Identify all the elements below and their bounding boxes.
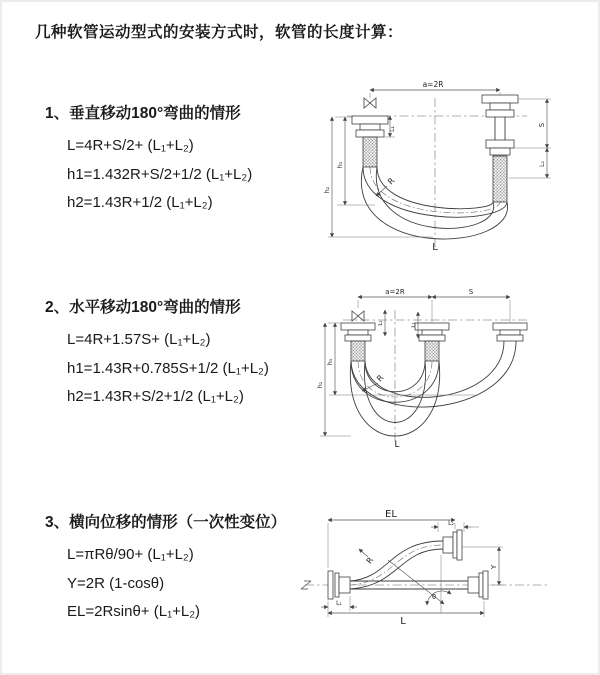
braided-hose-section xyxy=(425,341,439,361)
dim-label-theta: θ xyxy=(432,593,436,601)
dim-label-y: Y xyxy=(490,564,498,570)
section-1-heading: 1、垂直移动180°弯曲的情形 xyxy=(45,105,241,122)
dim-label-l: L xyxy=(394,440,400,450)
section-1-formula-h1: h1=1.432R+S/2+1/2 (L₁+L₂) xyxy=(67,165,253,183)
section-1-formula-h2: h2=1.43R+1/2 (L₁+L₂) xyxy=(67,194,213,211)
left-flange xyxy=(328,571,350,599)
section-2-heading: 2、水平移动180°弯曲的情形 xyxy=(45,299,241,316)
diagram-horizontal-180-bend xyxy=(315,280,600,450)
middle-fitting xyxy=(415,323,449,361)
dim-label-l: L xyxy=(432,242,438,253)
valve-icon xyxy=(352,311,364,321)
dim-label-l1: L₁ xyxy=(336,600,342,607)
diagram-lateral-displacement xyxy=(295,500,555,650)
page-title: 几种软管运动型式的安装方式时，软管的长度计算： xyxy=(35,24,404,41)
dimension-labels xyxy=(323,80,546,253)
dim-label-r: R xyxy=(386,176,397,187)
dim-label-l1: L₁ xyxy=(378,320,384,326)
dim-label-a2r: a=2R xyxy=(385,288,405,296)
right-flange xyxy=(468,571,488,599)
dimension-lines xyxy=(320,297,510,436)
left-fitting xyxy=(352,98,388,167)
dim-label-h1: h₁ xyxy=(336,161,344,169)
section-3-formula-L: L=πRθ/90+ (L₁+L₂) xyxy=(67,546,194,563)
dim-label-l2: L₂ xyxy=(539,161,546,167)
section-3-formula-EL: EL=2Rsinθ+ (L₁+L₂) xyxy=(67,603,201,620)
dimension-lines xyxy=(321,520,503,617)
dim-label-r: R xyxy=(364,555,376,566)
dimension-lines xyxy=(328,90,551,237)
dim-label-l: L xyxy=(400,616,406,627)
section-3-formula-Y: Y=2R (1-cosθ) xyxy=(67,574,165,592)
section-3 xyxy=(45,512,286,627)
dim-label-h2: h₂ xyxy=(316,381,324,389)
section-1 xyxy=(45,103,252,218)
section-2-formula-L: L=4R+1.57S+ (L₁+L₂) xyxy=(67,331,211,348)
right-fitting xyxy=(482,95,518,202)
section-2 xyxy=(45,297,269,412)
hose-curves xyxy=(361,167,507,239)
section-1-formula-L: L=4R+S/2+ (L₁+L₂) xyxy=(67,137,194,154)
section-2-formula-h2: h2=1.43R+S/2+1/2 (L₁+L₂) xyxy=(67,388,244,405)
section-2-formula-h1: h1=1.43R+0.785S+1/2 (L₁+L₂) xyxy=(67,359,269,377)
dim-label-l2: L₂ xyxy=(411,322,417,328)
dim-label-s: S xyxy=(538,122,546,128)
dim-label-s: S xyxy=(468,288,474,296)
dim-label-l1: L₁ xyxy=(389,126,396,132)
dim-label-l2: L₂ xyxy=(448,520,454,527)
braided-hose-section xyxy=(351,341,365,361)
valve-icon xyxy=(364,98,376,108)
braided-hose-section xyxy=(363,137,377,167)
braided-hose-section xyxy=(493,156,507,202)
dim-label-h2: h₂ xyxy=(323,186,331,194)
right-fitting xyxy=(493,323,527,341)
dim-label-h1: h₁ xyxy=(326,358,334,366)
dim-label-r: R xyxy=(375,373,386,384)
section-3-heading: 3、横向位移的情形（一次性变位） xyxy=(45,514,287,531)
dim-label-el: EL xyxy=(385,509,397,520)
left-fitting xyxy=(341,311,375,361)
diagram-vertical-180-bend xyxy=(315,70,600,265)
dim-label-a2r: a=2R xyxy=(422,80,444,89)
dimension-labels xyxy=(336,509,498,627)
top-right-flange xyxy=(443,530,462,560)
